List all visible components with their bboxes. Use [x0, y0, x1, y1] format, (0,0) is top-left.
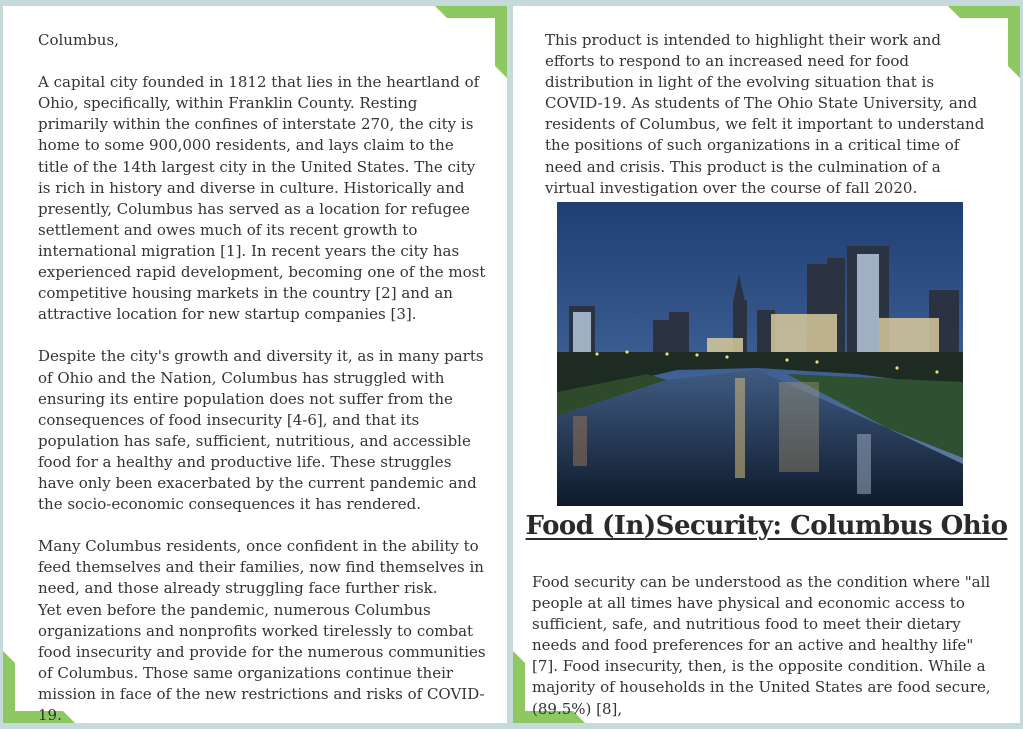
paragraph-food-security-definition: Food security can be understood as the condition where "all people at all times have physical and economic access to sufficient, safe, and nutritious food to meet their dietary needs and food preferences for an active and healthy life" [7]. Food insecurity, then, is the opposite condition. While a majority of households in the United States are food secure, (89.5%) [8], [532, 573, 991, 718]
paragraph-organizations-mission: Yet even before the pandemic, numerous Columbus organizations and nonprofits worked tirelessly to combat food insecurity and provide for the numerous communities of Columbus. Those same organizations continue their mission in face of the new restrictions and risks of COVID-19. [38, 600, 486, 723]
salutation: Columbus, [38, 31, 119, 49]
left-page-text [38, 30, 488, 723]
columbus-skyline-photo [557, 202, 963, 506]
paragraph-city-overview: A capital city founded in 1812 that lies in the heartland of Ohio, specifically, within Franklin County. Resting primarily within the confines of interstate 270, the city is home to some 900,000 residents, and lays claim to the title of the 14th largest city in the United States. The city is rich in history and diverse in culture. Historically and presently, Columbus has served as a location for refugee settlement and owes much of its recent growth to international migration [1]. In recent years the city has experienced rapid development, becoming one of the most competitive housing markets in the country [2] and an attractive location for new startup companies [3]. [38, 73, 486, 324]
paragraph-residents-in-need: Many Columbus residents, once confident in the ability to feed themselves and their families, now find themselves in need, and those already struggling face further risk. [38, 537, 484, 598]
paragraph-product-intro: This product is intended to highlight their work and efforts to respond to an increased need for food distribution in light of the evolving situation that is COVID-19. As students of The Ohio State University, and residents of Columbus, we felt it important to understand the positions of such organizations in a critical time of need and crisis. This product is the culmination of a virtual investigation over the course of fall 2020. [545, 31, 985, 197]
page-headline: Food (In)Security: Columbus Ohio [525, 511, 1008, 541]
right-page-intro-text [545, 30, 993, 199]
right-page [513, 6, 1020, 723]
right-page-definition-text [532, 572, 998, 720]
left-page [3, 6, 507, 723]
paragraph-food-insecurity-struggles: Despite the city's growth and diversity it, as in many parts of Ohio and the Nation, Columbus has struggled with ensuring its entire population does not suffer from the consequences of food insecurity [4-6], and that its population has safe, sufficient, nutritious, and accessible food for a healthy and productive life. These struggles have only been exacerbated by the current pandemic and the socio-economic consequences it has rendered. [38, 347, 484, 514]
